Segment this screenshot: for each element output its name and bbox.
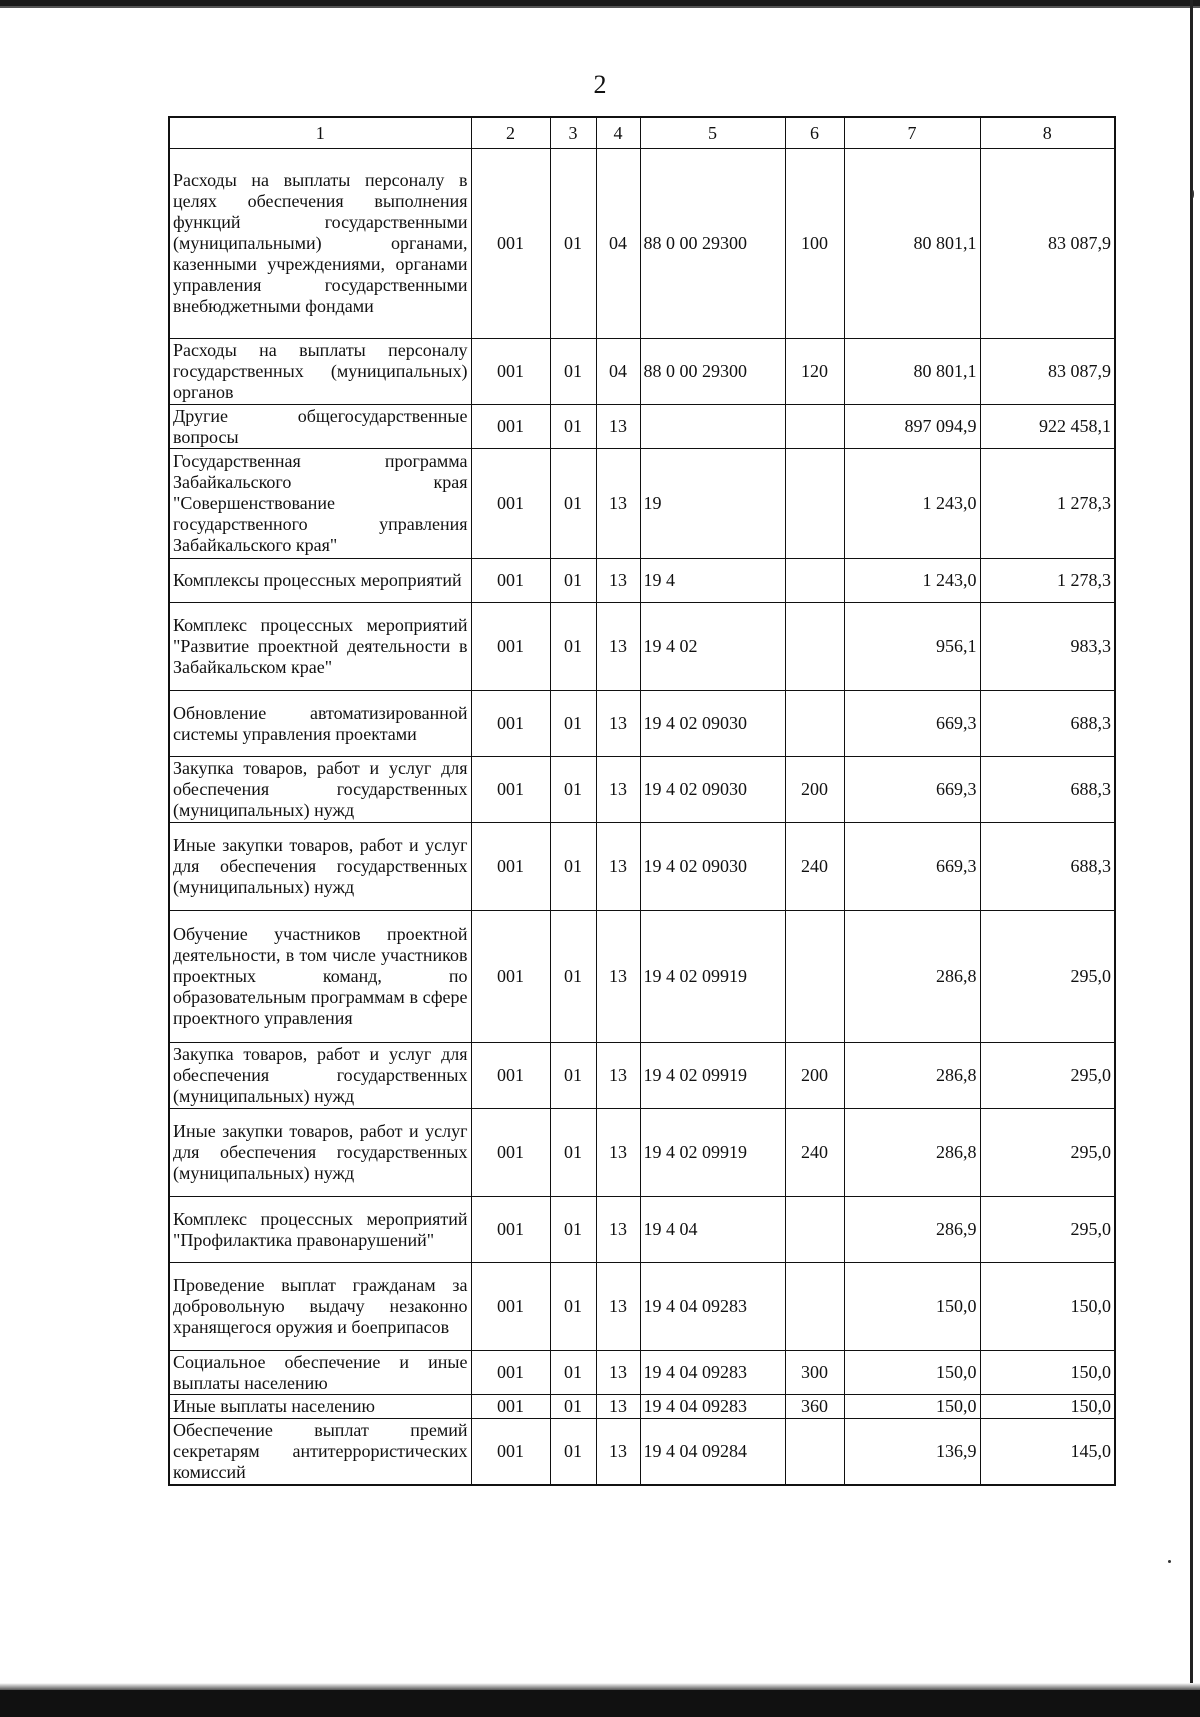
- col-section: 01: [550, 691, 596, 757]
- col-subsection: 13: [596, 1419, 640, 1485]
- row-description: Обеспечение выплат премий секретарям антитеррористических комиссий: [169, 1419, 471, 1485]
- col-amount-year1: 897 094,9: [844, 405, 980, 449]
- col-section: 01: [550, 603, 596, 691]
- col-target-article: 19 4: [640, 559, 785, 603]
- table-row: [169, 405, 1115, 449]
- col-subsection: 13: [596, 757, 640, 823]
- row-description: Другие общегосударственные вопросы: [169, 405, 471, 449]
- column-header: 4: [596, 117, 640, 149]
- col-target-article: 19 4 02 09030: [640, 691, 785, 757]
- col-target-article: 19 4 04 09284: [640, 1419, 785, 1485]
- col-ministry-code: 001: [471, 1043, 550, 1109]
- table-row: [169, 1043, 1115, 1109]
- col-subsection: 13: [596, 559, 640, 603]
- col-amount-year2: 688,3: [980, 691, 1115, 757]
- row-description: Иные закупки товаров, работ и услуг для обеспечения государственных (муниципальных) нужд: [169, 1109, 471, 1197]
- row-description: Государственная программа Забайкальского края "Совершенствование государственного управления Забайкальского края": [169, 449, 471, 559]
- scan-border-top-shadow: [0, 6, 1200, 8]
- col-expense-type: [785, 603, 844, 691]
- col-ministry-code: 001: [471, 911, 550, 1043]
- col-amount-year1: 136,9: [844, 1419, 980, 1485]
- col-subsection: 13: [596, 1263, 640, 1351]
- col-section: 01: [550, 1395, 596, 1419]
- col-target-article: 19 4 04 09283: [640, 1395, 785, 1419]
- column-header: 7: [844, 117, 980, 149]
- col-ministry-code: 001: [471, 1351, 550, 1395]
- col-amount-year2: 83 087,9: [980, 149, 1115, 339]
- col-target-article: 19 4 02 09919: [640, 1109, 785, 1197]
- scan-speck: [1192, 190, 1194, 198]
- col-target-article: 88 0 00 29300: [640, 149, 785, 339]
- column-header: 1: [169, 117, 471, 149]
- table-row: [169, 823, 1115, 911]
- scan-border-right: [1190, 0, 1193, 1717]
- col-expense-type: 360: [785, 1395, 844, 1419]
- row-description: Обновление автоматизированной системы управления проектами: [169, 691, 471, 757]
- row-description: Иные выплаты населению: [169, 1395, 471, 1419]
- col-amount-year1: 286,8: [844, 1109, 980, 1197]
- scan-border-bottom: [0, 1690, 1200, 1717]
- col-target-article: 19 4 04 09283: [640, 1351, 785, 1395]
- table-row: [169, 449, 1115, 559]
- row-description: Расходы на выплаты персоналу государственных (муниципальных) органов: [169, 339, 471, 405]
- col-ministry-code: 001: [471, 1109, 550, 1197]
- column-header: 3: [550, 117, 596, 149]
- col-amount-year1: 286,9: [844, 1197, 980, 1263]
- row-description: Обучение участников проектной деятельности, в том числе участников проектных команд, по образовательным программам в сфере проектного управления: [169, 911, 471, 1043]
- table-body: [169, 117, 1115, 1485]
- col-target-article: 19 4 02 09919: [640, 1043, 785, 1109]
- col-amount-year1: 80 801,1: [844, 339, 980, 405]
- col-amount-year2: 688,3: [980, 823, 1115, 911]
- col-amount-year1: 1 243,0: [844, 449, 980, 559]
- col-section: 01: [550, 1109, 596, 1197]
- col-amount-year1: 956,1: [844, 603, 980, 691]
- col-section: 01: [550, 1419, 596, 1485]
- row-description: Расходы на выплаты персоналу в целях обеспечения выполнения функций государственными (муниципальными) органами, казенными учреждениями, органами управления государственными внебюджетными фондами: [169, 149, 471, 339]
- col-target-article: 19: [640, 449, 785, 559]
- col-target-article: 19 4 02 09919: [640, 911, 785, 1043]
- col-section: 01: [550, 449, 596, 559]
- col-ministry-code: 001: [471, 1395, 550, 1419]
- col-subsection: 13: [596, 603, 640, 691]
- col-ministry-code: 001: [471, 691, 550, 757]
- table-row: [169, 1109, 1115, 1197]
- table-row: [169, 603, 1115, 691]
- col-amount-year2: 295,0: [980, 1197, 1115, 1263]
- col-expense-type: [785, 911, 844, 1043]
- col-ministry-code: 001: [471, 149, 550, 339]
- table-row: [169, 757, 1115, 823]
- row-description: Иные закупки товаров, работ и услуг для обеспечения государственных (муниципальных) нужд: [169, 823, 471, 911]
- col-target-article: [640, 405, 785, 449]
- table-row: [169, 1419, 1115, 1485]
- col-amount-year1: 1 243,0: [844, 559, 980, 603]
- col-subsection: 13: [596, 1351, 640, 1395]
- col-amount-year2: 295,0: [980, 1043, 1115, 1109]
- col-subsection: 13: [596, 691, 640, 757]
- col-subsection: 13: [596, 1395, 640, 1419]
- col-subsection: 13: [596, 823, 640, 911]
- table-row: [169, 1263, 1115, 1351]
- col-section: 01: [550, 1351, 596, 1395]
- col-target-article: 19 4 04 09283: [640, 1263, 785, 1351]
- col-expense-type: 120: [785, 339, 844, 405]
- col-subsection: 13: [596, 1109, 640, 1197]
- page-number: 2: [593, 70, 607, 99]
- col-subsection: 13: [596, 1043, 640, 1109]
- col-ministry-code: 001: [471, 559, 550, 603]
- col-target-article: 19 4 04: [640, 1197, 785, 1263]
- column-header: 8: [980, 117, 1115, 149]
- col-amount-year1: 669,3: [844, 691, 980, 757]
- row-description: Закупка товаров, работ и услуг для обеспечения государственных (муниципальных) нужд: [169, 757, 471, 823]
- table-row: [169, 691, 1115, 757]
- table-row: [169, 911, 1115, 1043]
- col-expense-type: [785, 1197, 844, 1263]
- col-subsection: 13: [596, 1197, 640, 1263]
- col-ministry-code: 001: [471, 339, 550, 405]
- col-subsection: 13: [596, 405, 640, 449]
- column-header: 5: [640, 117, 785, 149]
- col-expense-type: [785, 405, 844, 449]
- table-row: [169, 1351, 1115, 1395]
- row-description: Комплекс процессных мероприятий "Профилактика правонарушений": [169, 1197, 471, 1263]
- col-target-article: 19 4 02: [640, 603, 785, 691]
- col-expense-type: [785, 559, 844, 603]
- col-ministry-code: 001: [471, 757, 550, 823]
- col-subsection: 13: [596, 449, 640, 559]
- col-expense-type: 240: [785, 823, 844, 911]
- col-ministry-code: 001: [471, 405, 550, 449]
- col-amount-year1: 669,3: [844, 757, 980, 823]
- col-section: 01: [550, 1263, 596, 1351]
- column-header: 2: [471, 117, 550, 149]
- col-amount-year2: 295,0: [980, 911, 1115, 1043]
- col-amount-year2: 922 458,1: [980, 405, 1115, 449]
- col-amount-year1: 286,8: [844, 911, 980, 1043]
- col-expense-type: 240: [785, 1109, 844, 1197]
- col-amount-year1: 80 801,1: [844, 149, 980, 339]
- col-expense-type: [785, 449, 844, 559]
- table-row: [169, 149, 1115, 339]
- col-section: 01: [550, 1043, 596, 1109]
- row-description: Закупка товаров, работ и услуг для обеспечения государственных (муниципальных) нужд: [169, 1043, 471, 1109]
- col-amount-year1: 669,3: [844, 823, 980, 911]
- table-row: [169, 339, 1115, 405]
- col-section: 01: [550, 559, 596, 603]
- col-amount-year2: 1 278,3: [980, 559, 1115, 603]
- col-expense-type: 100: [785, 149, 844, 339]
- col-ministry-code: 001: [471, 449, 550, 559]
- col-ministry-code: 001: [471, 823, 550, 911]
- col-subsection: 04: [596, 149, 640, 339]
- row-description: Комплексы процессных мероприятий: [169, 559, 471, 603]
- col-ministry-code: 001: [471, 1197, 550, 1263]
- scan-border-bottom-fade: [0, 1683, 1200, 1690]
- col-expense-type: [785, 691, 844, 757]
- col-amount-year1: 150,0: [844, 1395, 980, 1419]
- scan-speck: [1168, 1560, 1171, 1563]
- column-header: 6: [785, 117, 844, 149]
- col-subsection: 13: [596, 911, 640, 1043]
- col-section: 01: [550, 149, 596, 339]
- col-amount-year2: 150,0: [980, 1395, 1115, 1419]
- col-target-article: 19 4 02 09030: [640, 823, 785, 911]
- col-expense-type: [785, 1419, 844, 1485]
- table-row: [169, 1197, 1115, 1263]
- budget-table: [168, 116, 1116, 1486]
- col-ministry-code: 001: [471, 603, 550, 691]
- col-section: 01: [550, 405, 596, 449]
- col-expense-type: 200: [785, 757, 844, 823]
- col-amount-year2: 145,0: [980, 1419, 1115, 1485]
- col-ministry-code: 001: [471, 1419, 550, 1485]
- col-amount-year2: 1 278,3: [980, 449, 1115, 559]
- col-amount-year2: 295,0: [980, 1109, 1115, 1197]
- col-subsection: 04: [596, 339, 640, 405]
- col-amount-year1: 150,0: [844, 1263, 980, 1351]
- col-amount-year2: 83 087,9: [980, 339, 1115, 405]
- col-amount-year2: 150,0: [980, 1263, 1115, 1351]
- col-expense-type: [785, 1263, 844, 1351]
- col-section: 01: [550, 911, 596, 1043]
- col-amount-year1: 150,0: [844, 1351, 980, 1395]
- col-amount-year2: 688,3: [980, 757, 1115, 823]
- row-description: Комплекс процессных мероприятий "Развитие проектной деятельности в Забайкальском крае": [169, 603, 471, 691]
- col-amount-year2: 983,3: [980, 603, 1115, 691]
- table-header-row: [169, 117, 1115, 149]
- col-section: 01: [550, 757, 596, 823]
- table-row: [169, 559, 1115, 603]
- col-expense-type: 300: [785, 1351, 844, 1395]
- col-section: 01: [550, 823, 596, 911]
- col-section: 01: [550, 1197, 596, 1263]
- col-section: 01: [550, 339, 596, 405]
- table-row: [169, 1395, 1115, 1419]
- col-amount-year1: 286,8: [844, 1043, 980, 1109]
- row-description: Проведение выплат гражданам за добровольную выдачу незаконно хранящегося оружия и боеприпасов: [169, 1263, 471, 1351]
- col-ministry-code: 001: [471, 1263, 550, 1351]
- col-amount-year2: 150,0: [980, 1351, 1115, 1395]
- col-target-article: 19 4 02 09030: [640, 757, 785, 823]
- col-target-article: 88 0 00 29300: [640, 339, 785, 405]
- row-description: Социальное обеспечение и иные выплаты населению: [169, 1351, 471, 1395]
- col-expense-type: 200: [785, 1043, 844, 1109]
